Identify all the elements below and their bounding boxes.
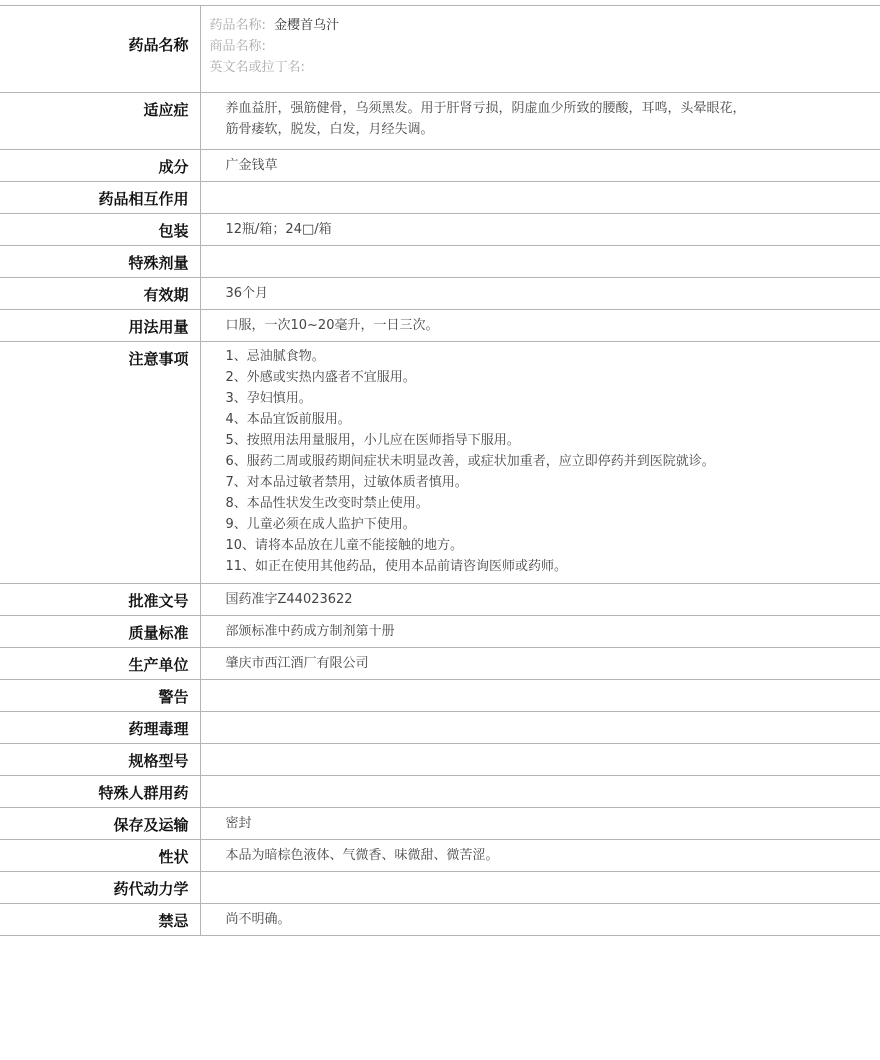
pharmacokinetics-label: 药代动力学 [113, 880, 189, 898]
manufacturer-value: 肇庆市西江酒厂有限公司 [200, 648, 880, 680]
warning-label: 警告 [158, 688, 189, 706]
drug-name-value-cell [200, 6, 880, 93]
usage-value: 口服，一次10~20毫升，一日三次。 [200, 310, 880, 342]
precaution-item: 1、忌油腻食物。 [225, 349, 325, 364]
generic-name-key: 药品名称: [209, 18, 266, 33]
trade-name-line [210, 36, 880, 57]
drug-spec-table [0, 5, 880, 936]
quality-standard-label-cell [0, 616, 200, 648]
ingredients-label: 成分 [158, 158, 189, 176]
appearance-label: 性状 [158, 848, 189, 866]
row-pharmacology [0, 712, 880, 744]
appearance-label-cell [0, 840, 200, 872]
precaution-item: 8、本品性状发生改变时禁止使用。 [225, 496, 429, 511]
shelf-life-label-cell [0, 278, 200, 310]
precaution-item: 2、外感或实热内盛者不宜服用。 [225, 370, 416, 385]
drug-name-label: 药品名称 [128, 36, 189, 54]
precaution-item: 4、本品宜饭前服用。 [225, 412, 351, 427]
manufacturer-label-cell [0, 648, 200, 680]
pharmacology-value [200, 712, 880, 744]
row-quality-standard [0, 616, 880, 648]
row-indication [0, 93, 880, 150]
storage-label: 保存及运输 [113, 816, 189, 834]
special-population-label-cell [0, 776, 200, 808]
generic-name-line [210, 15, 880, 36]
pharmacology-label-cell [0, 712, 200, 744]
storage-label-cell [0, 808, 200, 840]
manufacturer-label: 生产单位 [128, 656, 189, 674]
quality-standard-value: 部颁标准中药成方制剂第十册 [200, 616, 880, 648]
storage-value: 密封 [200, 808, 880, 840]
special-population-label: 特殊人群用药 [98, 784, 189, 802]
special-dosage-label-cell [0, 246, 200, 278]
quality-standard-label: 质量标准 [128, 624, 189, 642]
pharmacology-label: 药理毒理 [128, 720, 189, 738]
usage-label: 用法用量 [128, 318, 189, 336]
indication-label-cell [0, 93, 200, 150]
precaution-item: 7、对本品过敏者禁用，过敏体质者慎用。 [225, 475, 468, 490]
row-specification [0, 744, 880, 776]
precautions-label-cell [0, 342, 200, 584]
pharmacokinetics-value [200, 872, 880, 904]
interactions-value [200, 182, 880, 214]
shelf-life-value: 36个月 [200, 278, 880, 310]
interactions-label-cell [0, 182, 200, 214]
interactions-label: 药品相互作用 [98, 190, 189, 208]
precaution-item: 5、按照用法用量服用，小儿应在医师指导下服用。 [225, 433, 520, 448]
indication-label: 适应症 [143, 101, 189, 119]
appearance-value: 本品为暗棕色液体、气微香、味微甜、微苦涩。 [200, 840, 880, 872]
shelf-life-label: 有效期 [143, 286, 189, 304]
approval-number-label-cell [0, 584, 200, 616]
ingredients-label-cell [0, 150, 200, 182]
english-name-line [210, 57, 880, 78]
precautions-list [200, 342, 880, 584]
row-special-population [0, 776, 880, 808]
row-pharmacokinetics [0, 872, 880, 904]
row-usage [0, 310, 880, 342]
packaging-label-cell [0, 214, 200, 246]
warning-value [200, 680, 880, 712]
contraindications-label-cell [0, 904, 200, 936]
row-approval-number [0, 584, 880, 616]
specification-label-cell [0, 744, 200, 776]
drug-name-label-cell [0, 6, 200, 93]
row-precautions [0, 342, 880, 584]
row-ingredients [0, 150, 880, 182]
approval-number-value: 国药准字Z44023622 [200, 584, 880, 616]
precaution-item: 3、孕妇慎用。 [225, 391, 312, 406]
generic-name-value: 金樱首乌汁 [274, 18, 340, 33]
indication-line: 养血益肝，强筋健骨，乌须黑发。用于肝肾亏损，阴虚血少所致的腰酸，耳鸣，头晕眼花， [225, 101, 746, 116]
row-manufacturer [0, 648, 880, 680]
row-packaging [0, 214, 880, 246]
special-population-value [200, 776, 880, 808]
row-special-dosage [0, 246, 880, 278]
packaging-label: 包装 [158, 222, 189, 240]
indication-line: 筋骨痿软，脱发，白发，月经失调。 [225, 122, 434, 137]
special-dosage-value [200, 246, 880, 278]
precaution-item: 10、请将本品放在儿童不能接触的地方。 [225, 538, 464, 553]
precaution-item: 11、如正在使用其他药品，使用本品前请咨询医师或药师。 [225, 559, 568, 574]
usage-label-cell [0, 310, 200, 342]
approval-number-label: 批准文号 [128, 592, 189, 610]
english-name-key: 英文名或拉丁名: [209, 60, 305, 75]
row-drug-name [0, 6, 880, 93]
precaution-item: 9、儿童必须在成人监护下使用。 [225, 517, 416, 532]
warning-label-cell [0, 680, 200, 712]
specification-value [200, 744, 880, 776]
row-interactions [0, 182, 880, 214]
row-storage [0, 808, 880, 840]
trade-name-key: 商品名称: [209, 39, 266, 54]
ingredients-value: 广金钱草 [200, 150, 880, 182]
row-shelf-life [0, 278, 880, 310]
row-warning [0, 680, 880, 712]
pharmacokinetics-label-cell [0, 872, 200, 904]
packaging-value: 12瓶/箱；24□/箱 [200, 214, 880, 246]
contraindications-label: 禁忌 [158, 912, 189, 930]
precautions-label: 注意事项 [128, 350, 189, 368]
row-appearance [0, 840, 880, 872]
indication-value-cell [200, 93, 880, 150]
precaution-item: 6、服药二周或服药期间症状未明显改善，或症状加重者，应立即停药并到医院就诊。 [225, 454, 715, 469]
contraindications-value: 尚不明确。 [200, 904, 880, 936]
specification-label: 规格型号 [128, 752, 189, 770]
special-dosage-label: 特殊剂量 [128, 254, 189, 272]
row-contraindications [0, 904, 880, 936]
